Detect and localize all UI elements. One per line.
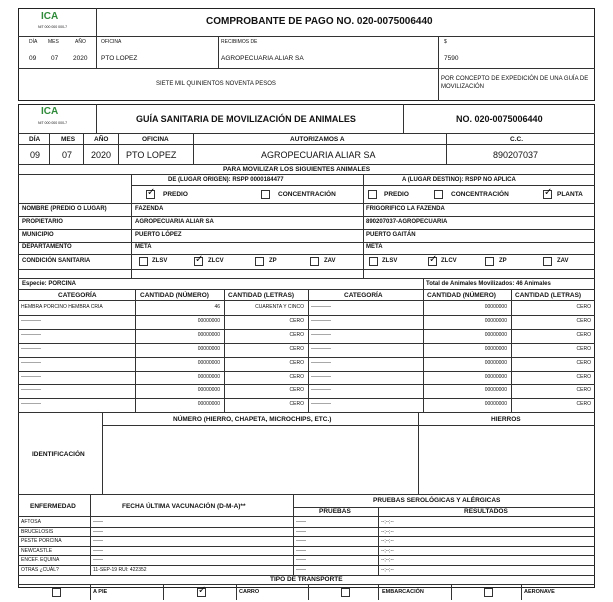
transporte-embarcacion-checkbox[interactable] (341, 588, 350, 597)
tipo-transporte-header: TIPO DE TRANSPORTE (270, 576, 343, 583)
pruebas-header: PRUEBAS (319, 508, 351, 515)
disease-cell-resultado: --;--;-- (381, 528, 394, 535)
col-cantidad-num-1: CANTIDAD (NÚMERO) (140, 292, 209, 299)
guide-col-autorizamos: AUTORIZAMOS A (290, 136, 345, 143)
row-destino-municipio: PUERTO GAITÁN (366, 232, 416, 238)
animal-cell-let2: CERO (576, 317, 591, 324)
guide-title: GUÍA SANITARIA DE MOVILIZACIÓN DE ANIMALES (136, 114, 356, 124)
transporte-a-pie-checkbox[interactable] (52, 588, 61, 597)
animal-cell-let2: CERO (576, 373, 591, 380)
destino-zav-label: ZAV (557, 258, 569, 264)
animal-cell-num2: 00000000 (484, 345, 507, 352)
disease-cell-resultado: --;--;-- (381, 557, 394, 564)
transporte-aeronave-label: AERONAVE (524, 589, 555, 595)
row-label-nombre: NOMBRE (PREDIO O LUGAR) (22, 206, 107, 212)
origen-zav-label: ZAV (324, 258, 336, 264)
destino-zp-checkbox[interactable] (485, 257, 494, 266)
animal-cell-let2: CERO (576, 304, 591, 310)
transporte-embarcacion-label: EMBARCACIÓN (382, 589, 424, 595)
animal-cell-cat: ———— (21, 387, 41, 394)
animal-cell-num2: 00000000 (484, 359, 507, 366)
animal-cell-cat: ———— (21, 359, 41, 366)
destino-label: A (LUGAR DESTINO): RSPP NO APLICA (402, 177, 516, 183)
animal-cell-cat: ———— (21, 331, 41, 338)
disease-cell-name: NEWCASTLE (21, 547, 53, 554)
origen-label: DE (LUGAR ORIGEN): RSPP 0000184477 (168, 177, 284, 183)
hierros-header: HIERROS (491, 416, 521, 423)
animal-cell-cat: ———— (21, 401, 41, 408)
destino-predio-checkbox[interactable] (368, 190, 377, 199)
origen-zlsv-checkbox[interactable] (139, 257, 148, 266)
destino-zav-checkbox[interactable] (543, 257, 552, 266)
transporte-aeronave-checkbox[interactable] (484, 588, 493, 597)
animal-cell-cat: ———— (21, 373, 41, 380)
destino-planta-label: PLANTA (557, 191, 583, 198)
animal-cell-cat2: ———— (311, 401, 331, 408)
receipt-ano: 2020 (73, 55, 88, 62)
origen-zlsv-label: ZLSV (152, 258, 168, 264)
disease-cell-resultado: --;--;-- (381, 538, 394, 545)
animal-cell-let: CERO (289, 401, 304, 408)
row-origen-propietario: AGROPECUARIA ALIAR SA (135, 219, 214, 225)
disease-cell-resultado: --;--;-- (381, 547, 394, 554)
origen-zlcv-label: ZLCV (208, 258, 224, 264)
disease-cell-name: OTRAS ¿CUÁL? (21, 567, 59, 573)
receipt-col-dollar: $ (444, 39, 447, 45)
disease-cell-prueba: —— (296, 557, 306, 564)
animal-cell-cat2: ———— (311, 387, 331, 394)
receipt-col-ano: AÑO (75, 39, 86, 45)
animal-cell-let: CUARENTA Y CINCO (255, 304, 304, 310)
fecha-vacunacion-header: FECHA ÚLTIMA VACUNACIÓN (D-M-A)** (122, 503, 246, 510)
col-categoria-2: CATEGORÍA (344, 292, 383, 299)
destino-predio-label: PREDIO (384, 191, 409, 198)
destino-zlsv-label: ZLSV (382, 258, 398, 264)
total-animales: Total de Animales Movilizados: 46 Animales (426, 281, 551, 287)
receipt-oficina: PTO LOPEZ (101, 55, 138, 62)
animal-cell-num2: 00000000 (484, 331, 507, 338)
disease-cell-name: AFTOSA (21, 519, 41, 525)
guide-col-oficina: OFICINA (142, 136, 169, 143)
row-label-municipio: MUNICIPIO (22, 232, 54, 238)
disease-cell-name: BRUCELOSIS (21, 528, 54, 535)
animal-cell-num: 00000000 (197, 331, 220, 338)
animal-cell-num: 00000000 (197, 373, 220, 380)
receipt-amount: 7590 (444, 55, 459, 62)
identificacion-label: IDENTIFICACIÓN (32, 451, 85, 458)
disease-cell-fecha: —— (93, 557, 103, 564)
origen-zlcv-checkbox[interactable] (194, 257, 203, 266)
destino-zlsv-checkbox[interactable] (369, 257, 378, 266)
animal-cell-let: CERO (289, 317, 304, 324)
animal-cell-cat: ———— (21, 317, 41, 324)
disease-cell-resultado: --;--;-- (381, 567, 394, 573)
ica-logo-text: ICA (41, 11, 59, 22)
row-label-propietario: PROPIETARIO (22, 219, 63, 225)
animal-cell-let: CERO (289, 359, 304, 366)
animal-cell-num: 00000000 (197, 359, 220, 366)
animal-cell-cat2: ———— (311, 304, 331, 310)
origen-zp-checkbox[interactable] (255, 257, 264, 266)
receipt-title: COMPROBANTE DE PAGO NO. 020-0075006440 (206, 16, 433, 27)
animal-cell-cat2: ———— (311, 373, 331, 380)
animal-cell-num2: 00000000 (484, 387, 507, 394)
animal-cell-num2: 00000000 (484, 373, 507, 380)
transporte-carro-label: CARRO (239, 589, 260, 595)
disease-cell-fecha: —— (93, 547, 103, 554)
destino-concentracion-checkbox[interactable] (434, 190, 443, 199)
receipt-col-mes: MES (48, 39, 59, 45)
col-cantidad-num-2: CANTIDAD (NÚMERO) (427, 292, 496, 299)
guide-dia: 09 (30, 150, 41, 160)
guide-col-mes: MES (61, 136, 76, 143)
animal-cell-let: CERO (289, 373, 304, 380)
receipt-dia: 09 (29, 55, 37, 62)
receipt-amount-words: SIETE MIL QUINIENTOS NOVENTA PESOS (156, 81, 276, 87)
origen-predio-checkbox[interactable] (146, 190, 155, 199)
animal-cell-let: CERO (289, 331, 304, 338)
animal-cell-cat2: ———— (311, 331, 331, 338)
animal-cell-let2: CERO (576, 331, 591, 338)
animal-cell-let: CERO (289, 387, 304, 394)
col-cantidad-let-1: CANTIDAD (LETRAS) (228, 292, 295, 299)
animal-cell-num: 00000000 (197, 387, 220, 394)
col-cantidad-let-2: CANTIDAD (LETRAS) (515, 292, 582, 299)
receipt-col-oficina: OFICINA (101, 39, 122, 45)
disease-cell-resultado: --;--;-- (381, 519, 394, 525)
condicion-label: CONDICIÓN SANITARIA (22, 258, 91, 264)
receipt-col-dia: DÍA (29, 39, 38, 45)
animal-cell-num: 46 (214, 304, 220, 310)
animal-cell-num2: 00000000 (484, 317, 507, 324)
destino-concentracion-label: CONCENTRACIÓN (451, 191, 509, 198)
para-movilizar: PARA MOVILIZAR LOS SIGUIENTES ANIMALES (223, 166, 371, 173)
resultados-header: RESULTADOS (464, 508, 508, 515)
animal-cell-let2: CERO (576, 401, 591, 408)
guide-mes: 07 (62, 150, 73, 160)
animal-cell-num: 00000000 (197, 317, 220, 324)
guide-nit-text: NIT 000 000 000-7 (38, 121, 68, 125)
disease-cell-prueba: —— (296, 528, 306, 535)
animal-cell-num: 00000000 (197, 345, 220, 352)
animal-cell-num2: 00000000 (484, 304, 507, 310)
disease-cell-prueba: —— (296, 538, 306, 545)
animal-cell-cat: HEMBRA PORCINO HEMBRA CRIA (21, 304, 103, 310)
disease-cell-name: ENCEF. EQUINA (21, 557, 60, 564)
destino-zlcv-label: ZLCV (441, 258, 457, 264)
destino-zp-label: ZP (499, 258, 507, 264)
disease-cell-fecha: —— (93, 528, 103, 535)
animal-cell-let: CERO (289, 345, 304, 352)
row-destino-departamento: META (366, 244, 383, 250)
disease-cell-fecha: —— (93, 538, 103, 545)
guide-oficina: PTO LOPEZ (126, 150, 177, 160)
origen-zp-label: ZP (269, 258, 277, 264)
guide-number: NO. 020-0075006440 (456, 114, 543, 124)
disease-cell-prueba: —— (296, 567, 306, 573)
row-origen-municipio: PUERTO LÓPEZ (135, 232, 182, 238)
animal-cell-let2: CERO (576, 387, 591, 394)
animal-cell-cat: ———— (21, 345, 41, 352)
origen-concentracion-checkbox[interactable] (261, 190, 270, 199)
origen-predio-label: PREDIO (163, 191, 188, 198)
animal-cell-num2: 00000000 (484, 401, 507, 408)
guide-ano: 2020 (91, 150, 112, 160)
numero-hierro-header: NÚMERO (HIERRO, CHAPETA, MICROCHIPS, ETC.) (173, 416, 332, 423)
disease-cell-prueba: —— (296, 547, 306, 554)
transporte-carro-checkbox[interactable] (197, 588, 206, 597)
animal-cell-let2: CERO (576, 345, 591, 352)
destino-planta-checkbox[interactable] (543, 190, 552, 199)
guide-ica-logo-text: ICA (41, 106, 59, 117)
disease-cell-name: PESTE PORCINA (21, 538, 62, 545)
pruebas-serologicas-header: PRUEBAS SEROLÓGICAS Y ALÉRGICAS (373, 497, 501, 504)
row-label-departamento: DEPARTAMENTO (22, 244, 72, 250)
origen-zav-checkbox[interactable] (310, 257, 319, 266)
especie-text: Especie: PORCINA (22, 281, 77, 287)
animal-cell-let2: CERO (576, 359, 591, 366)
enfermedad-header: ENFERMEDAD (30, 503, 76, 510)
guide-ica-logo (38, 106, 88, 130)
animal-cell-cat2: ———— (311, 359, 331, 366)
animal-cell-cat2: ———— (311, 317, 331, 324)
animal-cell-cat2: ———— (311, 345, 331, 352)
destino-zlcv-checkbox[interactable] (428, 257, 437, 266)
row-destino-propietario: 890207037-AGROPECUARIA (366, 219, 448, 225)
receipt-recibimos: AGROPECUARIA ALIAR SA (221, 55, 304, 62)
origen-concentracion-label: CONCENTRACIÓN (278, 191, 336, 198)
receipt-col-recibimos: RECIBIMOS DE (221, 39, 258, 45)
nit-text: NIT 000 000 000-7 (38, 25, 68, 29)
guide-col-cc: C.C. (510, 136, 523, 143)
animal-cell-num: 00000000 (197, 401, 220, 408)
disease-cell-fecha: —— (93, 519, 103, 525)
disease-cell-prueba: —— (296, 519, 306, 525)
row-origen-nombre: FAZENDA (135, 206, 164, 212)
receipt-concepto: POR CONCEPTO DE EXPEDICIÓN DE UNA GUÍA DE MOVILIZACIÓN (441, 76, 589, 90)
disease-cell-fecha: 11-SEP-19 RUI: 422352 (93, 567, 147, 573)
row-destino-nombre: FRIGORIFICO LA FAZENDA (366, 206, 445, 212)
guide-col-ano: AÑO (94, 136, 109, 143)
transporte-a-pie-label: A PIE (93, 589, 108, 595)
receipt-mes: 07 (51, 55, 59, 62)
guide-cc: 890207037 (493, 150, 539, 160)
row-origen-departamento: META (135, 244, 152, 250)
document-page (18, 8, 595, 600)
guide-autorizamos: AGROPECUARIA ALIAR SA (261, 150, 376, 160)
ica-logo (38, 11, 88, 33)
guide-col-dia: DÍA (29, 136, 41, 143)
col-categoria-1: CATEGORÍA (58, 292, 97, 299)
